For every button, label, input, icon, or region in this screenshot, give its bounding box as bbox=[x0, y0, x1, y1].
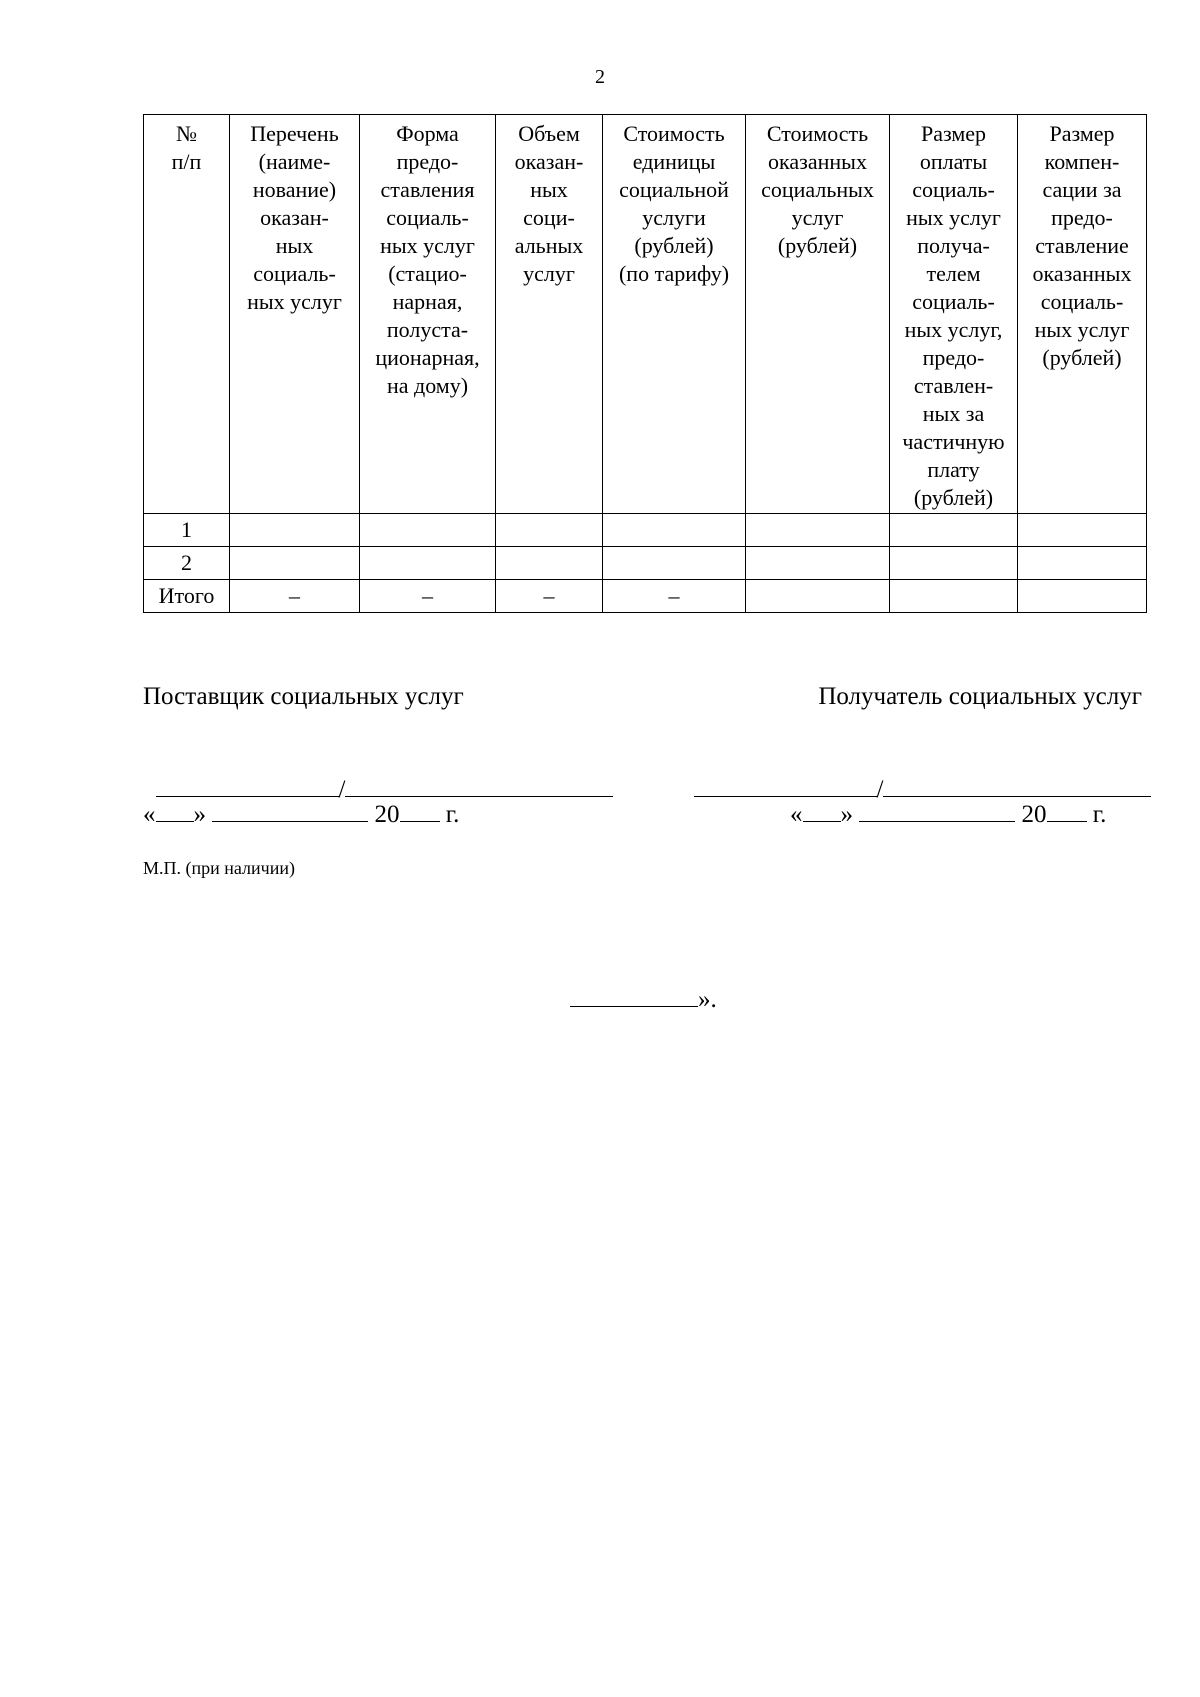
row-label-cell: 1 bbox=[144, 514, 230, 547]
recipient-year-prefix: 20 bbox=[1021, 801, 1047, 828]
table-cell: – bbox=[360, 580, 496, 613]
table-cell: – bbox=[496, 580, 603, 613]
provider-date-open-quote: « bbox=[143, 801, 156, 828]
table-cell bbox=[496, 547, 603, 580]
table-header-cell: Размер оплаты социаль- ных услуг получа- телем социаль- ных услуг, предо- ставлен- ных за частичную плату (рублей) bbox=[890, 115, 1018, 514]
table-row bbox=[144, 514, 1147, 547]
table-cell bbox=[890, 547, 1018, 580]
table-header-row bbox=[144, 115, 1147, 514]
table-cell bbox=[603, 547, 746, 580]
recipient-date-close-quote: » bbox=[840, 801, 853, 828]
recipient-year-blank bbox=[1047, 795, 1087, 822]
provider-month-blank bbox=[212, 795, 368, 822]
table-cell bbox=[230, 514, 360, 547]
table-cell bbox=[360, 547, 496, 580]
table-header-cell: Размер компен- сации за предо- ставление оказанных социаль- ных услуг (рублей) bbox=[1018, 115, 1147, 514]
table-cell bbox=[746, 514, 890, 547]
provider-date-close-quote: » bbox=[193, 801, 206, 828]
recipient-date-open-quote: « bbox=[790, 801, 803, 828]
stamp-note: М.П. (при наличии) bbox=[143, 858, 295, 878]
provider-day-blank bbox=[156, 795, 194, 822]
table-cell bbox=[496, 514, 603, 547]
table-cell bbox=[1018, 547, 1147, 580]
table-cell bbox=[746, 580, 890, 613]
page-number: 2 bbox=[595, 66, 605, 88]
table-cell bbox=[1018, 514, 1147, 547]
table-header-cell: Форма предо- ставления социаль- ных услуг (стацио- нарная, полуста- ционарная, на дому) bbox=[360, 115, 496, 514]
table-total-row bbox=[144, 580, 1147, 613]
services-table bbox=[143, 114, 1147, 613]
table-cell bbox=[360, 514, 496, 547]
table-cell: – bbox=[230, 580, 360, 613]
recipient-year-suffix: г. bbox=[1086, 801, 1107, 828]
table-row bbox=[144, 547, 1147, 580]
table-cell bbox=[603, 514, 746, 547]
recipient-label: Получатель социальных услуг bbox=[818, 683, 1142, 710]
table-header-cell: Перечень (наиме- нование) оказан- ных социаль- ных услуг bbox=[230, 115, 360, 514]
recipient-signature-blank bbox=[694, 770, 877, 797]
recipient-name-blank bbox=[883, 770, 1151, 797]
provider-year-prefix: 20 bbox=[374, 801, 400, 828]
table-header-cell: Объем оказан- ных соци- альных услуг bbox=[496, 115, 603, 514]
provider-date-line bbox=[143, 795, 459, 829]
provider-name-blank bbox=[345, 770, 613, 797]
provider-year-suffix: г. bbox=[439, 801, 460, 828]
closing-line bbox=[570, 980, 717, 1014]
closing-quote: ». bbox=[698, 986, 717, 1013]
table-header-cell: Стоимость единицы социальной услуги (рублей) (по тарифу) bbox=[603, 115, 746, 514]
table-cell bbox=[1018, 580, 1147, 613]
recipient-date-line bbox=[790, 795, 1106, 829]
table-header-cell: Стоимость оказанных социальных услуг (рублей) bbox=[746, 115, 890, 514]
table-cell bbox=[746, 547, 890, 580]
recipient-day-blank bbox=[803, 795, 841, 822]
provider-year-blank bbox=[400, 795, 440, 822]
row-label-cell: 2 bbox=[144, 547, 230, 580]
closing-blank bbox=[570, 980, 698, 1007]
table-cell bbox=[890, 514, 1018, 547]
row-label-cell: Итого bbox=[144, 580, 230, 613]
provider-label: Поставщик социальных услуг bbox=[143, 683, 464, 710]
table-cell: – bbox=[603, 580, 746, 613]
table-cell bbox=[890, 580, 1018, 613]
recipient-signature-slash: / bbox=[876, 776, 884, 803]
table-cell bbox=[230, 547, 360, 580]
table-header-cell: № п/п bbox=[144, 115, 230, 514]
recipient-month-blank bbox=[859, 795, 1015, 822]
table-body bbox=[144, 514, 1147, 613]
provider-signature-slash: / bbox=[338, 776, 346, 803]
provider-signature-blank bbox=[156, 770, 339, 797]
